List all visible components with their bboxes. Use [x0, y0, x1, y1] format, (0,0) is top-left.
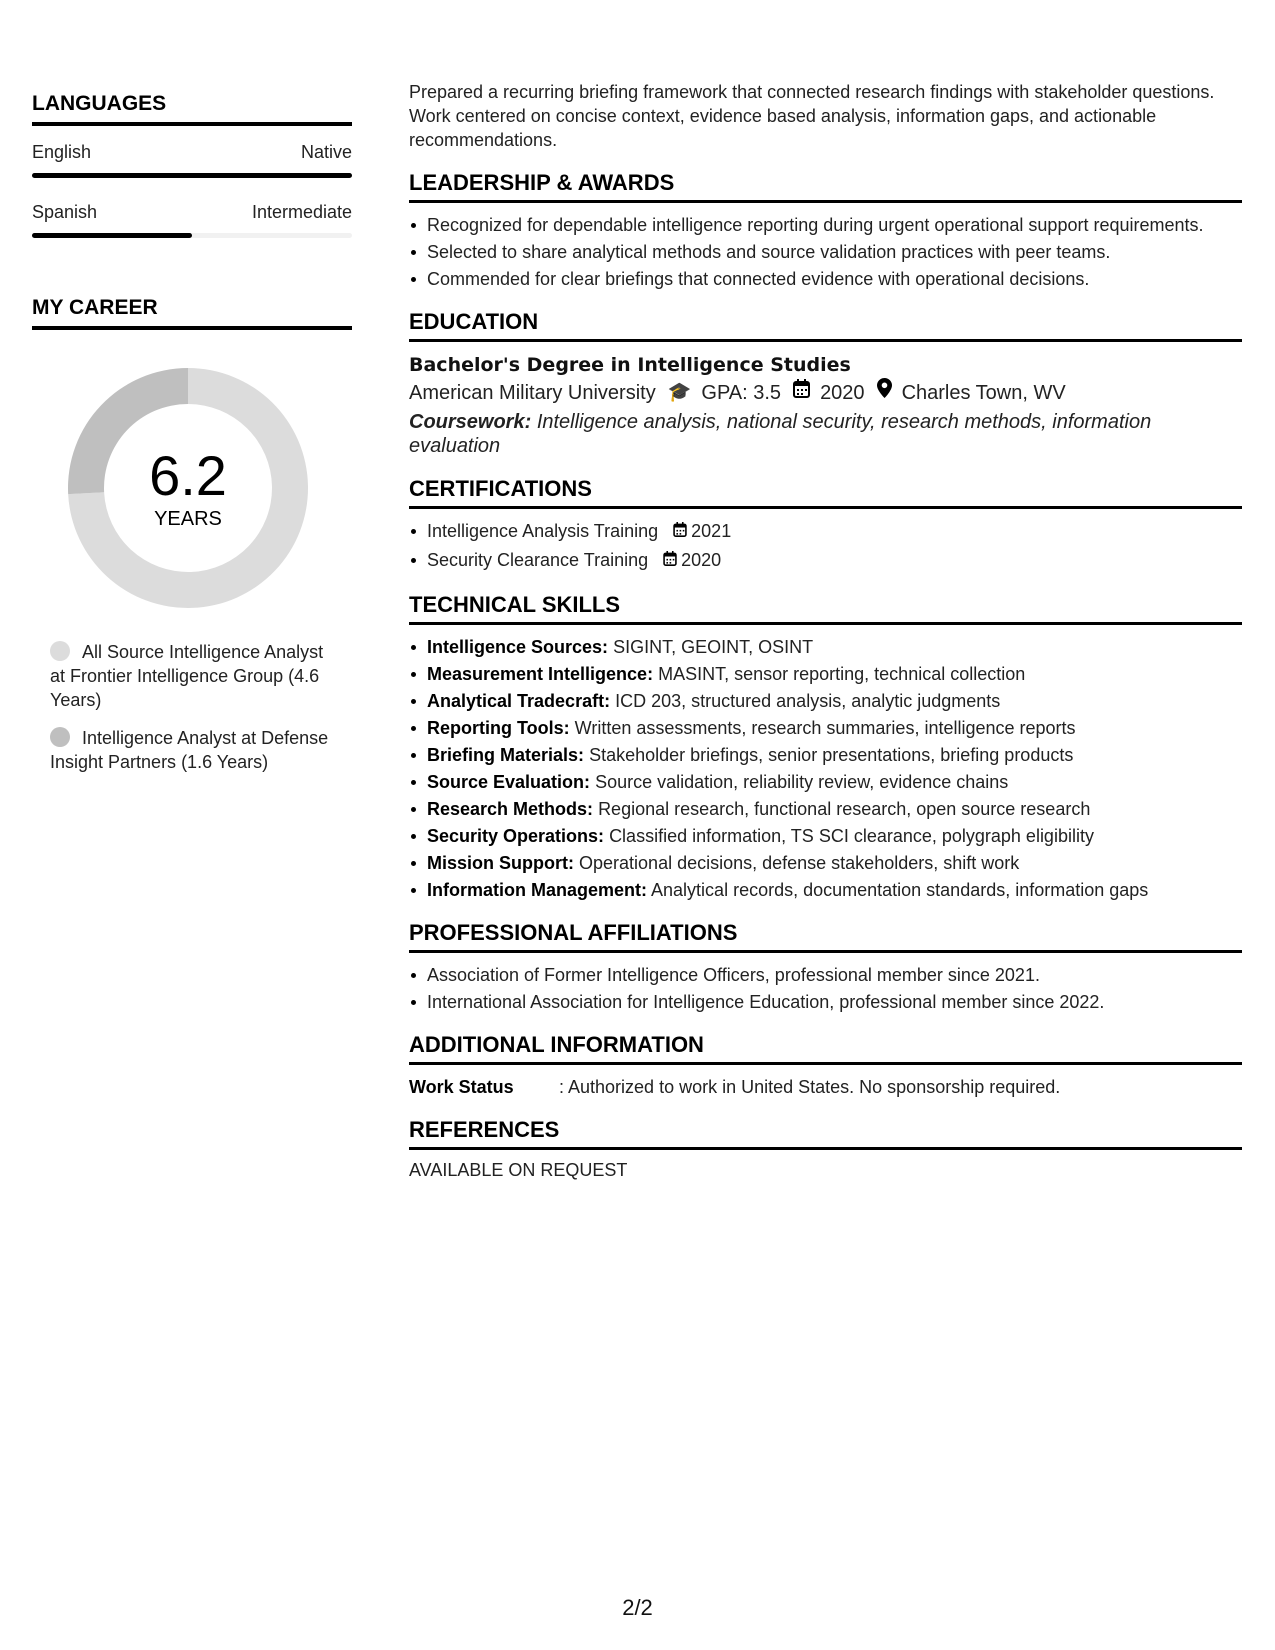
work-status-label: Work Status — [409, 1077, 514, 1097]
language-item — [32, 202, 352, 238]
additional-info-heading: ADDITIONAL INFORMATION — [409, 1032, 1242, 1065]
skill-category: Analytical Tradecraft: — [427, 691, 611, 711]
education-year: 2020 — [820, 382, 865, 404]
skill-category: Measurement Intelligence: — [427, 664, 654, 684]
skills-list — [409, 635, 1242, 902]
language-name: English — [32, 142, 92, 162]
references-heading: REFERENCES — [409, 1117, 1242, 1150]
language-bar — [32, 233, 352, 238]
skill-values: Written assessments, research summaries, intelligence reports — [574, 718, 1076, 738]
skill-item — [409, 689, 1242, 713]
language-name: Spanish — [32, 202, 98, 222]
education-entry — [409, 352, 1242, 458]
leadership-item: Recognized for dependable intelligence reporting during urgent operational support requirements. — [409, 213, 1242, 237]
education-degree: Bachelor's Degree in Intelligence Studies — [409, 354, 851, 376]
affiliation-item: International Association for Intelligence Education, professional member since 2022. — [409, 990, 1242, 1014]
language-item — [32, 142, 352, 178]
certifications-list — [409, 519, 1242, 574]
experience-summary: Prepared a recurring briefing framework that connected research findings with stakeholder questions. Work centered on concise context, evidence based analysis, information gaps, and actionable recommendations. — [409, 82, 1215, 150]
career-years-unit: YEARS — [154, 507, 222, 530]
skill-item — [409, 716, 1242, 740]
career-donut-chart — [68, 368, 308, 608]
skill-category: Intelligence Sources: — [427, 637, 609, 657]
skill-values: Source validation, reliability review, evidence chains — [595, 772, 1009, 792]
skill-item — [409, 824, 1242, 848]
skill-category: Security Operations: — [427, 826, 605, 846]
certification-item — [409, 548, 1242, 574]
references-text: AVAILABLE ON REQUEST — [409, 1160, 628, 1180]
career-heading: MY CAREER — [32, 296, 352, 330]
skill-values: MASINT, sensor reporting, technical collection — [658, 664, 1026, 684]
graduation-cap-icon: 🎓 — [667, 382, 692, 403]
certification-year: 2020 — [681, 550, 722, 570]
education-gpa: GPA: 3.5 — [701, 382, 782, 404]
career-legend-label: Intelligence Analyst at Defense Insight Partners (1.6 Years) — [50, 728, 329, 772]
leadership-list — [409, 213, 1242, 291]
skill-category: Reporting Tools: — [427, 718, 570, 738]
certification-name: Security Clearance Training — [427, 550, 649, 570]
work-status-value: : Authorized to work in United States. No sponsorship required. — [559, 1077, 1061, 1097]
legend-dot-icon — [50, 727, 70, 747]
skill-values: Classified information, TS SCI clearance, polygraph eligibility — [609, 826, 1094, 846]
affiliations-heading: PROFESSIONAL AFFILIATIONS — [409, 920, 1242, 953]
leadership-item: Selected to share analytical methods and source validation practices with peer teams. — [409, 240, 1242, 264]
skill-category: Research Methods: — [427, 799, 594, 819]
skill-values: ICD 203, structured analysis, analytic judgments — [615, 691, 1001, 711]
calendar-icon — [663, 550, 677, 574]
skill-values: Regional research, functional research, open source research — [598, 799, 1091, 819]
skill-values: Operational decisions, defense stakeholders, shift work — [579, 853, 1020, 873]
career-legend-label: All Source Intelligence Analyst at Frontier Intelligence Group (4.6 Years) — [50, 642, 324, 710]
coursework-text: Intelligence analysis, national security, research methods, information evaluation — [409, 411, 1152, 457]
education-coursework — [409, 410, 1242, 458]
skill-item — [409, 878, 1242, 902]
calendar-icon — [793, 378, 810, 408]
main-content — [409, 80, 1242, 1181]
certifications-heading: CERTIFICATIONS — [409, 476, 1242, 509]
affiliation-item: Association of Former Intelligence Officers, professional member since 2021. — [409, 963, 1242, 987]
education-location: Charles Town, WV — [901, 382, 1066, 404]
sidebar — [32, 92, 352, 788]
career-legend — [50, 640, 330, 774]
language-bar-fill — [32, 233, 192, 238]
affiliations-list — [409, 963, 1242, 1014]
leadership-heading: LEADERSHIP & AWARDS — [409, 170, 1242, 203]
languages-heading: LANGUAGES — [32, 92, 352, 126]
career-legend-item — [50, 640, 330, 712]
skill-item — [409, 743, 1242, 767]
skill-item — [409, 851, 1242, 875]
map-pin-icon — [877, 378, 892, 408]
skill-values: Analytical records, documentation standards, information gaps — [651, 880, 1149, 900]
skill-item — [409, 635, 1242, 659]
education-meta — [409, 378, 1242, 408]
skill-values: SIGINT, GEOINT, OSINT — [613, 637, 814, 657]
skill-category: Mission Support: — [427, 853, 574, 873]
career-legend-item — [50, 726, 330, 774]
languages-list — [32, 142, 352, 238]
skill-category: Briefing Materials: — [427, 745, 585, 765]
skill-item — [409, 770, 1242, 794]
career-total-years: 6.2 — [149, 443, 227, 507]
work-status-row — [409, 1075, 1242, 1099]
leadership-item: Commended for clear briefings that connected evidence with operational decisions. — [409, 267, 1242, 291]
certification-year: 2021 — [691, 521, 732, 541]
legend-dot-icon — [50, 641, 70, 661]
skills-heading: TECHNICAL SKILLS — [409, 592, 1242, 625]
skill-category: Information Management: — [427, 880, 648, 900]
language-level: Intermediate — [251, 202, 352, 222]
education-school: American Military University — [409, 382, 656, 404]
skill-item — [409, 662, 1242, 686]
language-bar — [32, 173, 352, 178]
coursework-label: Coursework: — [409, 411, 532, 433]
certification-item — [409, 519, 1242, 545]
skill-values: Stakeholder briefings, senior presentations, briefing products — [589, 745, 1074, 765]
certification-name: Intelligence Analysis Training — [427, 521, 659, 541]
language-level: Native — [300, 142, 352, 162]
skill-category: Source Evaluation: — [427, 772, 591, 792]
skill-item — [409, 797, 1242, 821]
language-bar-fill — [32, 173, 352, 178]
education-heading: EDUCATION — [409, 309, 1242, 342]
page-number: 2/2 — [622, 1595, 653, 1620]
calendar-icon — [673, 521, 687, 545]
